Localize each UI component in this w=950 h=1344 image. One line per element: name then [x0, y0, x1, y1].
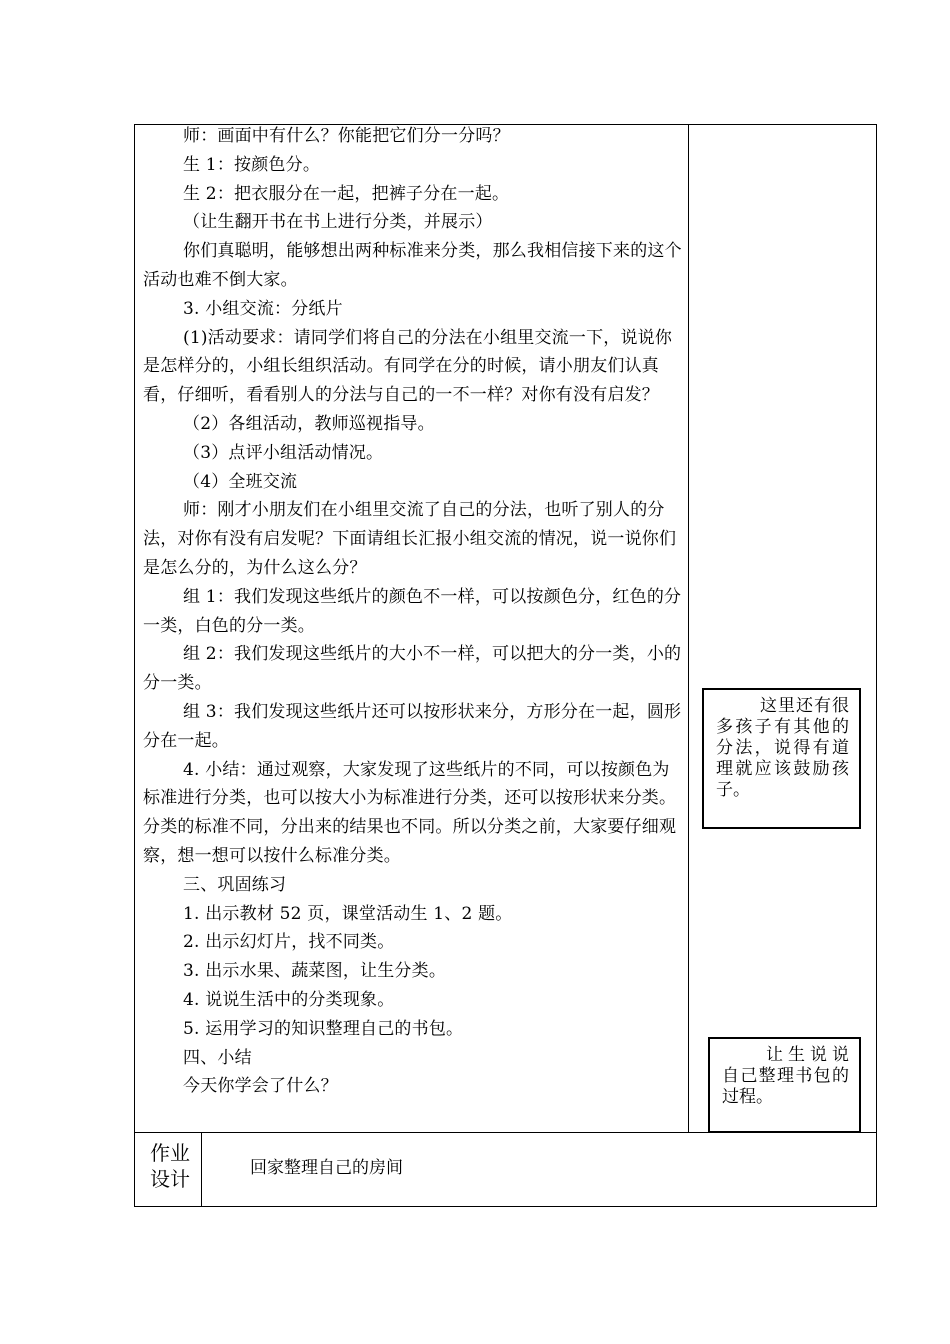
lesson-paragraph: 今天你学会了什么？	[183, 1076, 338, 1097]
lesson-paragraph: （4）全班交流	[183, 471, 298, 492]
table-bottom-border	[134, 1206, 877, 1207]
lesson-paragraph: 组 3：我们发现这些纸片还可以按形状来分，方形分在一起，圆形分在一起。	[143, 701, 682, 751]
lesson-paragraph: （让生翻开书在书上进行分类，并展示）	[183, 212, 493, 233]
lesson-paragraph: 四、小结	[183, 1047, 252, 1068]
annotation-note-text: 让生说说自己整理书包的过程。	[722, 1045, 849, 1107]
homework-label-line2: 设计	[150, 1167, 190, 1191]
lesson-paragraph: 师：刚才小朋友们在小组里交流了自己的分法，也听了别人的分法，对你有没有启发呢？下面请组长汇报小组交流的情况，说一说你们是怎么分的，为什么这么分？	[143, 500, 677, 578]
annotation-note-alternative-methods	[702, 688, 861, 829]
lesson-paragraph: 4. 小结：通过观察，大家发现了这些纸片的不同，可以按颜色为标准进行分类，也可以按大小为标准进行分类，还可以按形状来分类。分类的标准不同，分出来的结果也不同。所以分类之前，大家要仔细观察，想一想可以按什么标准分类。	[143, 759, 677, 866]
table-right-border	[876, 124, 877, 1207]
lesson-paragraph: 2. 出示幻灯片，找不同类。	[183, 932, 395, 953]
lesson-paragraph: 4. 说说生活中的分类现象。	[183, 989, 395, 1010]
lesson-paragraph: 组 2：我们发现这些纸片的大小不一样，可以把大的分一类，小的分一类。	[143, 644, 682, 694]
lesson-paragraph: 生 1：按颜色分。	[183, 154, 321, 175]
lesson-paragraph: 1. 出示教材 52 页，课堂活动生 1、2 题。	[183, 903, 513, 924]
lesson-paragraph: 3. 小组交流：分纸片	[183, 298, 343, 319]
homework-content: 回家整理自己的房间	[250, 1158, 403, 1178]
lesson-paragraph: 组 1：我们发现这些纸片的颜色不一样，可以按颜色分，红色的分一类，白色的分一类。	[143, 586, 682, 636]
lesson-paragraph: 师：画面中有什么？你能把它们分一分吗？	[183, 126, 510, 146]
lesson-paragraph: (1)活动要求：请同学们将自己的分法在小组里交流一下，说说你是怎样分的，小组长组织活动。有同学在分的时候，请小朋友们认真看，仔细听，看看别人的分法与自己的一不一样？对你有没有启发？	[143, 327, 673, 406]
annotation-note-text: 这里还有很多孩子有其他的分法，说得有道理就应该鼓励孩子。	[716, 696, 849, 800]
table-column-divider	[688, 124, 689, 1132]
lesson-body	[143, 122, 683, 1101]
annotation-note-schoolbag	[708, 1037, 861, 1133]
homework-label	[140, 1140, 200, 1192]
lesson-paragraph: 3. 出示水果、蔬菜图，让生分类。	[183, 961, 447, 982]
lesson-paragraph: （3）点评小组活动情况。	[183, 442, 384, 463]
lesson-paragraph: 三、巩固练习	[183, 874, 287, 895]
homework-label-line1: 作业	[150, 1141, 190, 1165]
table-left-border	[134, 124, 135, 1207]
homework-label-divider	[201, 1132, 202, 1207]
lesson-paragraph: 5. 运用学习的知识整理自己的书包。	[183, 1018, 464, 1039]
lesson-paragraph: （2）各组活动，教师巡视指导。	[183, 413, 435, 434]
lesson-paragraph: 生 2：把衣服分在一起，把裤子分在一起。	[183, 183, 510, 204]
lesson-paragraph: 你们真聪明，能够想出两种标准来分类，那么我相信接下来的这个活动也难不倒大家。	[143, 241, 682, 290]
